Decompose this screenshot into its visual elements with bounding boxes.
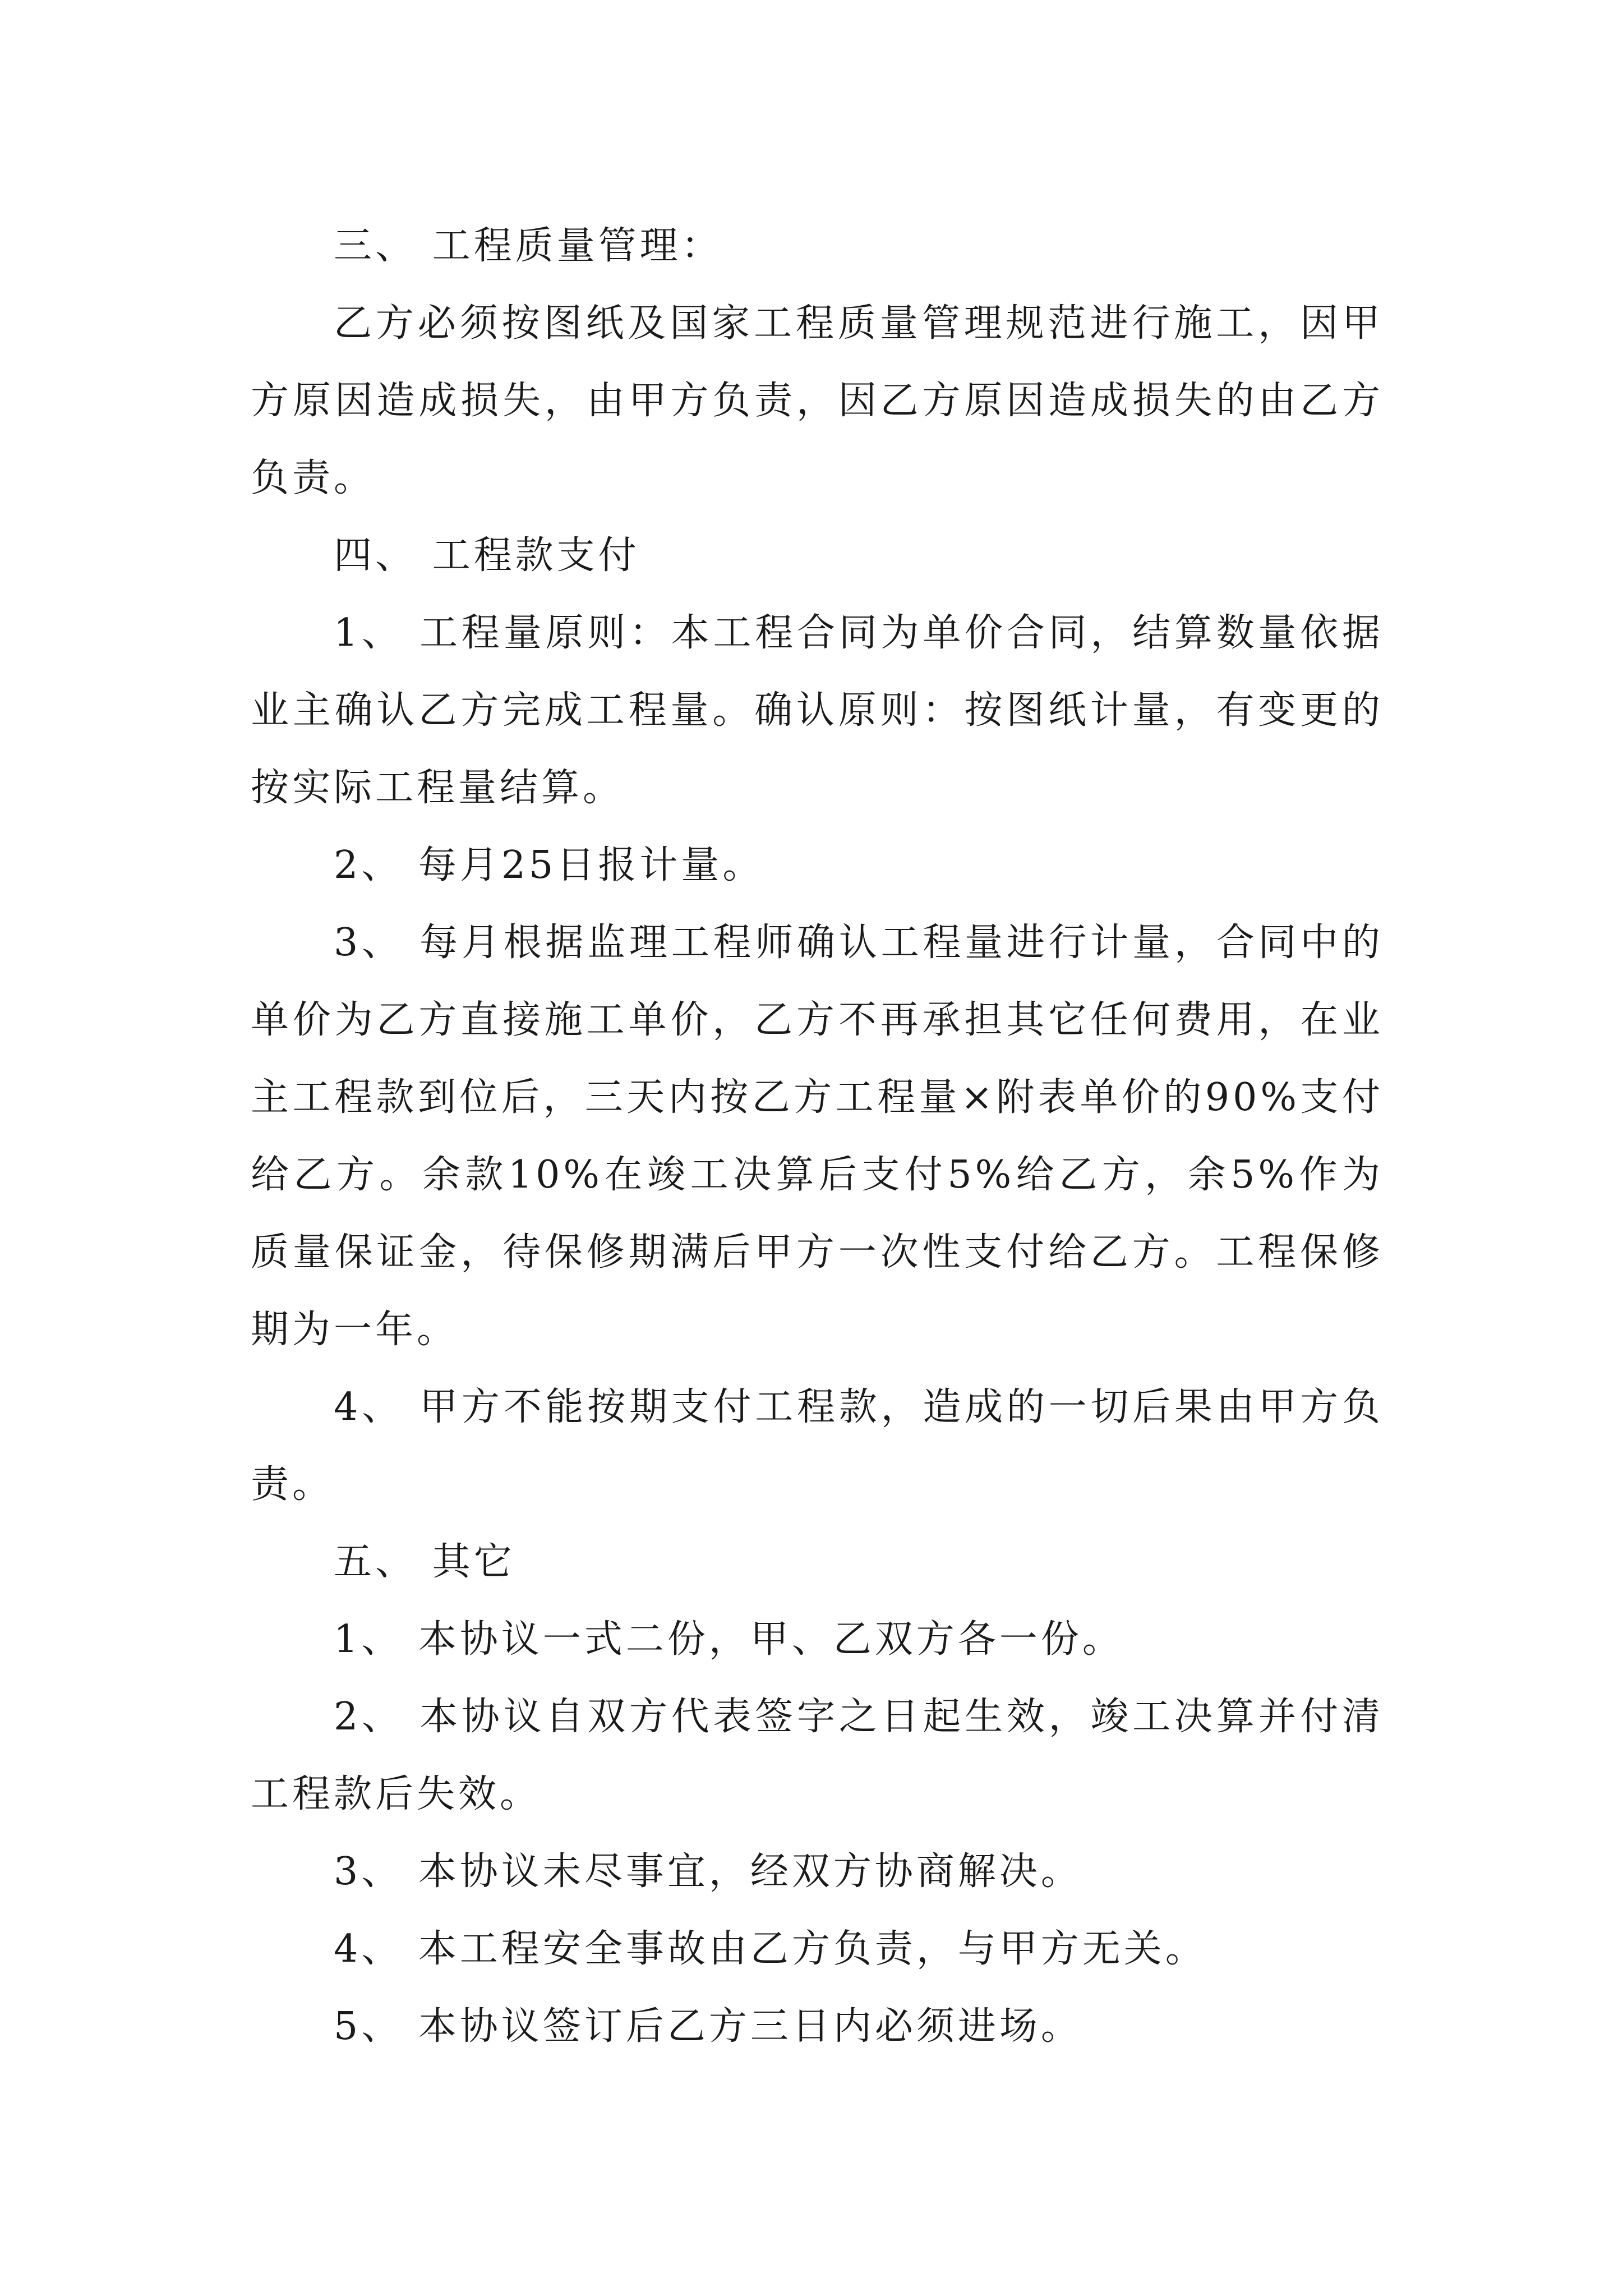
paragraph-other-item-3: 3、 本协议未尽事宜，经双方协商解决。: [334, 1849, 1082, 1894]
paragraph-other-item-2: 2、 本协议自双方代表签字之日起生效，竣工决算并付清工程款后失效。: [251, 1695, 1384, 1816]
section-heading-other: 五、 其它: [334, 1540, 515, 1584]
paragraph-payment-item-3: 3、 每月根据监理工程师确认工程量进行计量，合同中的单价为乙方直接施工单价，乙方不再承担其它任何费用，在业主工程款到位后，三天内按乙方工程量×附表单价的90%支付给乙方。余款10%在竣工决算后支付5%给乙方，余5%作为质量保证金，待保修期满后甲方一次性支付给乙方。工程保修期为一年。: [251, 921, 1384, 1352]
paragraph-other-item-1: 1、 本协议一式二份，甲、乙双方各一份。: [334, 1617, 1124, 1662]
paragraph-payment-item-2: 2、 每月25日报计量。: [334, 843, 764, 887]
paragraph-payment-item-4: 4、 甲方不能按期支付工程款，造成的一切后果由甲方负责。: [251, 1385, 1384, 1507]
paragraph-payment-item-1: 1、 工程量原则：本工程合同为单价合同，结算数量依据业主确认乙方完成工程量。确认原则：按图纸计量，有变更的按实际工程量结算。: [251, 611, 1384, 810]
document-body: [251, 208, 1384, 2065]
section-heading-quality: 三、 工程质量管理：: [334, 224, 723, 268]
paragraph-quality-responsibility: 乙方必须按图纸及国家工程质量管理规范进行施工，因甲方原因造成损失，由甲方负责，因乙方原因造成损失的由乙方负责。: [251, 301, 1384, 500]
paragraph-other-item-5: 5、 本协议签订后乙方三日内必须进场。: [334, 2004, 1082, 2049]
paragraph-other-item-4: 4、 本工程安全事故由乙方负责，与甲方无关。: [334, 1927, 1207, 1971]
section-heading-payment: 四、 工程款支付: [334, 533, 640, 578]
